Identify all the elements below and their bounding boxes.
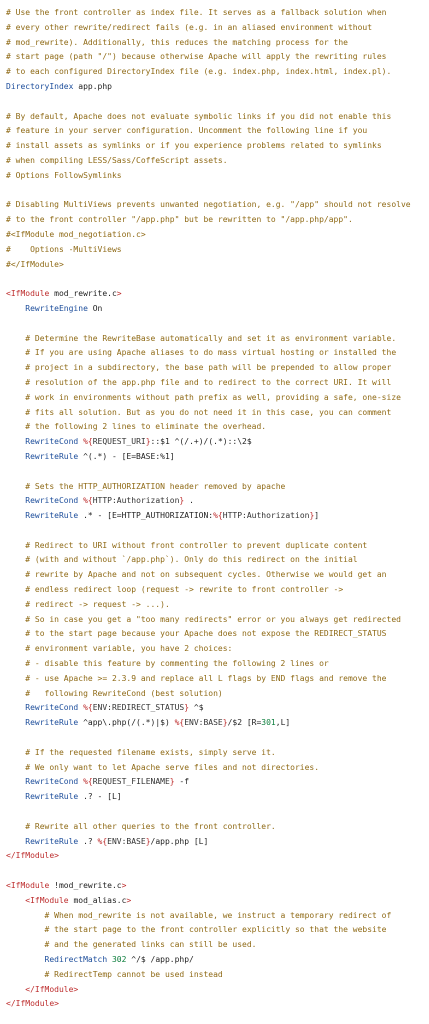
directive-token: RewriteRule — [25, 451, 79, 461]
text-token — [6, 955, 45, 964]
comment-token: # By default, Apache does not evaluate symbolic links if you did not enable this — [6, 111, 392, 121]
code-line — [6, 213, 429, 228]
code-line — [6, 909, 429, 924]
code-line — [6, 509, 429, 524]
text-token: .? - [L] — [78, 792, 122, 802]
directive-token: RewriteRule — [25, 792, 79, 802]
variable-token: ENV:BASE — [107, 836, 146, 846]
text-token — [6, 555, 25, 564]
text-token — [6, 748, 25, 757]
text-token — [6, 911, 45, 920]
comment-token: # endless redirect loop (request -> rewrite to front controller -> — [25, 585, 344, 595]
comment-token: # work in environments without path prefix as well, providing a safe, one-size — [25, 392, 401, 402]
code-line — [6, 465, 429, 480]
tag-token: </IfModule> — [6, 851, 59, 861]
comment-token: # to the front controller "/app.php" but be rewritten to "/app.php/app". — [6, 215, 353, 225]
tag-token: <IfModule — [25, 895, 69, 905]
text-token: .? — [78, 836, 98, 846]
code-line — [6, 198, 429, 213]
tag-token: </IfModule> — [25, 984, 79, 994]
code-line — [6, 864, 429, 879]
text-token: ,L] — [275, 718, 291, 728]
code-line — [6, 287, 429, 302]
number-token: 302 — [111, 955, 127, 964]
code-line — [6, 376, 429, 391]
directive-token: RewriteCond — [25, 437, 79, 447]
variable-token: REQUEST_FILENAME — [92, 777, 170, 787]
text-token: . — [184, 496, 194, 506]
code-line — [6, 6, 429, 21]
text-token — [6, 348, 25, 357]
comment-token: # every other rewrite/redirect fails (e.g. in an aliased environment without — [6, 22, 373, 32]
code-line — [6, 36, 429, 51]
code-line — [6, 110, 429, 125]
code-line — [6, 775, 429, 790]
comment-token: # Sets the HTTP_AUTHORIZATION header removed by apache — [25, 481, 286, 491]
text-token — [6, 703, 25, 712]
directive-token: RewriteCond — [25, 496, 79, 506]
comment-token: # Options FollowSymlinks — [6, 170, 122, 180]
text-token — [6, 511, 25, 520]
text-token — [6, 896, 25, 905]
text-token — [6, 763, 25, 772]
code-line — [6, 139, 429, 154]
text-token — [6, 393, 25, 402]
text-token — [6, 985, 25, 994]
code-line — [6, 302, 429, 317]
text-token — [6, 629, 25, 638]
code-line — [6, 642, 429, 657]
comment-token: # If the requested filename exists, simply serve it. — [25, 747, 276, 757]
comment-token: # when compiling LESS/Sass/CoffeScript assets. — [6, 155, 228, 165]
directive-token: DirectoryIndex — [6, 81, 74, 91]
code-line — [6, 317, 429, 332]
tag-token: %{ — [213, 511, 223, 521]
comment-token: # the start page to the front controller explicitly so that the website — [44, 925, 387, 935]
code-line — [6, 583, 429, 598]
text-token: ::$1 ^(/.+)/(.*)::\2$ — [150, 437, 252, 447]
directive-token: RedirectMatch — [44, 955, 108, 964]
code-line — [6, 790, 429, 805]
directive-token: RewriteCond — [25, 777, 79, 787]
text-token — [6, 674, 25, 683]
comment-token: # Disabling MultiViews prevents unwanted negotiation, e.g. "/app" should not resolve — [6, 200, 411, 210]
text-token: .* - [E=HTTP_AUTHORIZATION: — [78, 511, 214, 521]
text-token — [6, 334, 25, 343]
tag-token: } — [184, 703, 190, 713]
code-line — [6, 761, 429, 776]
comment-token: # If you are using Apache aliases to do mass virtual hosting or installed the — [25, 348, 397, 358]
text-token: On — [87, 303, 103, 313]
tag-token: %{ — [83, 703, 93, 713]
text-token — [6, 792, 25, 801]
text-token: /app.php [L] — [150, 836, 209, 846]
comment-token: # the following 2 lines to eliminate the overhead. — [25, 422, 267, 432]
tag-token: %{ — [83, 496, 93, 506]
code-line — [6, 169, 429, 184]
code-line — [6, 923, 429, 938]
comment-token: # mod_rewrite). Additionally, this reduces the matching process for the — [6, 37, 348, 47]
code-line — [6, 938, 429, 953]
text-token: /$2 [R= — [227, 718, 262, 728]
code-line — [6, 894, 429, 909]
code-line — [6, 539, 429, 554]
text-token — [6, 600, 25, 609]
text-token — [6, 659, 25, 668]
code-line — [6, 480, 429, 495]
comment-token: # So in case you get a "too many redirects" error or you always get redirected — [25, 614, 401, 624]
comment-token: # project in a subdirectory, the base path will be prepended to allow proper — [25, 363, 392, 373]
text-token — [6, 940, 45, 949]
code-line — [6, 879, 429, 894]
tag-token: } — [309, 511, 315, 521]
code-line — [6, 746, 429, 761]
code-line — [6, 613, 429, 628]
text-token — [6, 689, 25, 698]
code-line — [6, 154, 429, 169]
text-token: ^app\.php(/(.*)|$) — [78, 718, 175, 728]
code-line — [6, 731, 429, 746]
comment-token: # start page (path "/") because otherwise Apache will apply the rewriting rules — [6, 52, 387, 62]
code-line — [6, 953, 429, 968]
tag-token: } — [222, 718, 228, 728]
comment-token: # environment variable, you have 2 choices: — [25, 644, 233, 654]
code-line — [6, 627, 429, 642]
text-token — [6, 437, 25, 446]
comment-token: # Use the front controller as index file. It serves as a fallback solution when — [6, 8, 387, 17]
directive-token: RewriteEngine — [25, 303, 88, 313]
variable-token: REQUEST_URI — [92, 437, 146, 447]
code-line — [6, 716, 429, 731]
tag-token: } — [179, 496, 185, 506]
comment-token: # feature in your server configuration. Uncomment the following line if you — [6, 126, 368, 136]
comment-token: # to each configured DirectoryIndex file (e.g. index.php, index.html, index.pl). — [6, 67, 392, 77]
code-line — [6, 701, 429, 716]
tag-token: %{ — [174, 718, 185, 728]
comment-token: # - use Apache >= 2.3.9 and replace all L flags by END flags and remove the — [25, 673, 387, 683]
code-line — [6, 332, 429, 347]
tag-token: %{ — [83, 437, 93, 447]
code-line — [6, 50, 429, 65]
code-line — [6, 657, 429, 672]
text-token — [6, 644, 25, 653]
code-line — [6, 568, 429, 583]
code-line — [6, 80, 429, 95]
code-line — [6, 983, 429, 998]
code-line — [6, 243, 429, 258]
comment-token: #<IfModule mod_negotiation.c> — [6, 229, 146, 239]
code-line — [6, 228, 429, 243]
comment-token: # and the generated links can still be used. — [44, 940, 257, 950]
variable-token: HTTP:Authorization — [222, 511, 310, 521]
tag-token: %{ — [83, 777, 93, 787]
tag-token: > — [121, 881, 127, 891]
code-line — [6, 820, 429, 835]
text-token: mod_rewrite.c — [49, 289, 117, 299]
comment-token: # RedirectTemp cannot be used instead — [44, 969, 223, 979]
comment-token: # redirect -> request -> ...). — [25, 599, 170, 609]
text-token — [6, 422, 25, 431]
text-token: ^(.*) - [E=BASE:%1] — [78, 451, 175, 461]
comment-token: # resolution of the app.php file and to redirect to the correct URI. It will — [25, 377, 392, 387]
comment-token: #</IfModule> — [6, 259, 64, 269]
text-token — [6, 408, 25, 417]
code-line — [6, 997, 429, 1012]
text-token — [6, 718, 25, 727]
code-line — [6, 361, 429, 376]
code-line — [6, 258, 429, 273]
tag-token: > — [116, 289, 122, 299]
number-token: 301 — [261, 718, 276, 728]
variable-token: ENV:REDIRECT_STATUS — [92, 703, 185, 713]
comment-token: # Redirect to URI without front controller to prevent duplicate content — [25, 540, 368, 550]
text-token: !mod_rewrite.c — [49, 881, 122, 891]
code-line — [6, 95, 429, 110]
code-line — [6, 849, 429, 864]
code-line — [6, 21, 429, 36]
code-line — [6, 65, 429, 80]
comment-token: # following RewriteCond (best solution) — [25, 688, 223, 698]
directive-token: RewriteRule — [25, 718, 79, 728]
text-token — [6, 777, 25, 786]
text-token: app.php — [73, 81, 112, 91]
tag-token: </IfModule> — [6, 999, 59, 1009]
comment-token: # install assets as symlinks or if you experience problems related to symlinks — [6, 141, 382, 151]
text-token — [6, 304, 25, 313]
comment-token: # fits all solution. But as you do not need it in this case, you can comment — [25, 407, 392, 417]
directive-token: RewriteCond — [25, 703, 79, 713]
comment-token: # We only want to let Apache serve files and not directories. — [25, 762, 320, 772]
code-line — [6, 805, 429, 820]
comment-token: # When mod_rewrite is not available, we instruct a temporary redirect of — [44, 910, 392, 920]
text-token: ^/$ /app.php/ — [126, 955, 194, 964]
code-line — [6, 553, 429, 568]
tag-token: } — [145, 836, 151, 846]
comment-token: # - disable this feature by commenting the following 2 lines or — [25, 659, 329, 669]
text-token — [6, 482, 25, 491]
directive-token: RewriteRule — [25, 836, 79, 846]
code-line — [6, 494, 429, 509]
code-line — [6, 968, 429, 983]
code-line — [6, 346, 429, 361]
variable-token: HTTP:Authorization — [92, 496, 180, 506]
text-token — [6, 585, 25, 594]
code-line — [6, 450, 429, 465]
code-line — [6, 687, 429, 702]
text-token — [6, 837, 25, 846]
text-token — [6, 615, 25, 624]
tag-token: } — [169, 777, 175, 787]
text-token — [6, 496, 25, 505]
text-token — [6, 970, 45, 979]
directive-token: RewriteRule — [25, 511, 79, 521]
code-line — [6, 598, 429, 613]
text-token — [6, 570, 25, 579]
code-line — [6, 391, 429, 406]
text-token: ^$ — [189, 703, 204, 713]
code-line — [6, 272, 429, 287]
code-line — [6, 672, 429, 687]
text-token: mod_alias.c — [68, 895, 127, 905]
tag-token: > — [126, 895, 132, 905]
text-token: ] — [314, 511, 320, 521]
comment-token: # Rewrite all other queries to the front controller. — [25, 821, 276, 831]
comment-token: # Options -MultiViews — [6, 244, 122, 254]
tag-token: } — [145, 437, 151, 447]
code-line — [6, 835, 429, 850]
text-token — [6, 363, 25, 372]
code-line — [6, 420, 429, 435]
text-token — [6, 925, 45, 934]
text-token — [6, 452, 25, 461]
code-line — [6, 184, 429, 199]
code-line — [6, 124, 429, 139]
code-line — [6, 435, 429, 450]
code-line — [6, 406, 429, 421]
text-token — [6, 822, 25, 831]
code-line — [6, 524, 429, 539]
tag-token: <IfModule — [6, 881, 50, 891]
tag-token: <IfModule — [6, 289, 50, 299]
variable-token: ENV:BASE — [184, 718, 223, 728]
text-token — [6, 378, 25, 387]
comment-token: # Determine the RewriteBase automatically and set it as environment variable. — [25, 333, 397, 343]
text-token — [6, 541, 25, 550]
text-token: -f — [174, 777, 190, 787]
comment-token: # rewrite by Apache and not on subsequent cycles. Otherwise we would get an — [25, 570, 387, 580]
comment-token: # to the start page because your Apache does not expose the REDIRECT_STATUS — [25, 629, 387, 639]
tag-token: %{ — [97, 836, 108, 846]
comment-token: # (with and without `/app.php`). Only do this redirect on the initial — [25, 555, 358, 565]
